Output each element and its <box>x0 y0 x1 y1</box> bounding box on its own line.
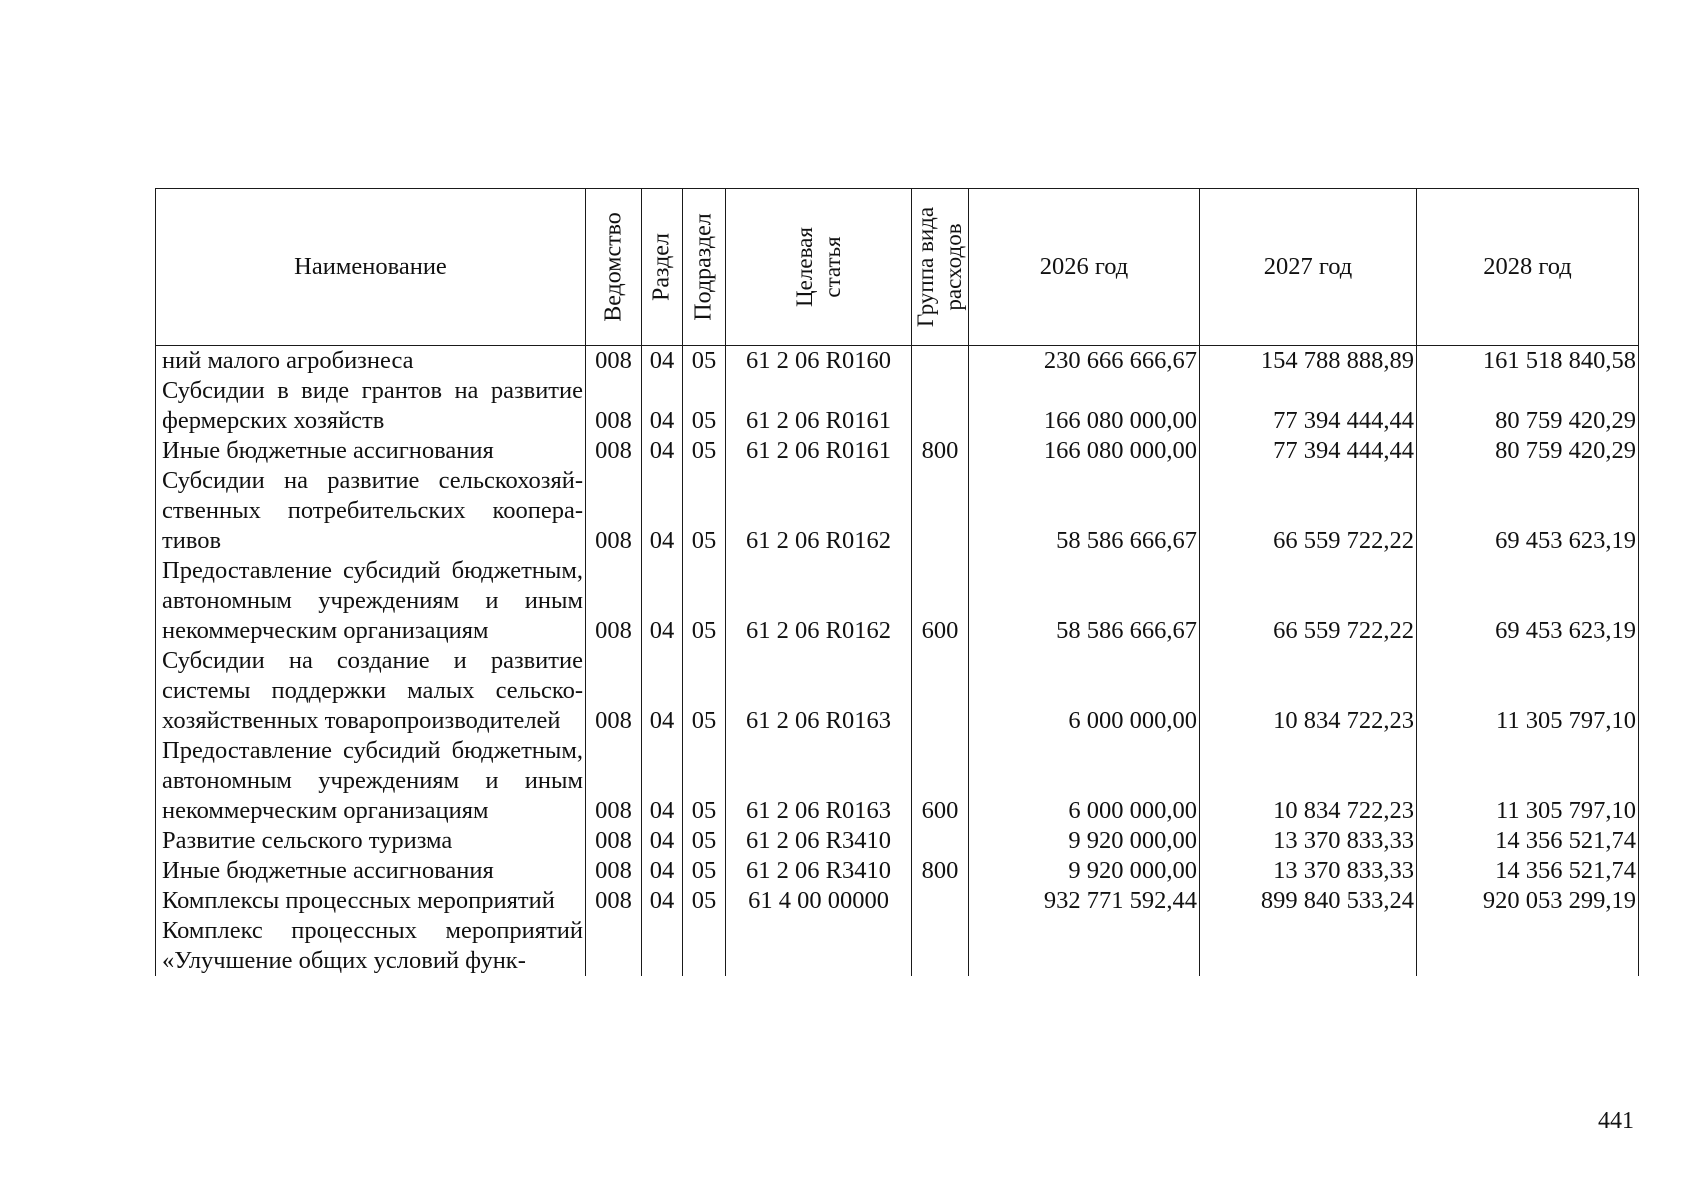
row-department <box>586 916 642 976</box>
row-department: 008 <box>586 376 642 436</box>
table-header <box>156 189 1639 346</box>
row-section: 04 <box>642 436 683 466</box>
row-subsection: 05 <box>683 826 726 856</box>
row-subsection: 05 <box>683 556 726 646</box>
row-amount-2027: 899 840 533,24 <box>1200 886 1417 916</box>
row-subsection: 05 <box>683 346 726 377</box>
table-row <box>156 376 1639 436</box>
row-expense-group: 800 <box>912 436 969 466</box>
page-number: 441 <box>1598 1108 1634 1134</box>
row-name: Предоставление субсидий бюджетным, автономным учреждениям и иным некоммерческим организациям <box>156 556 586 646</box>
row-expense-group <box>912 346 969 377</box>
row-amount-2028: 11 305 797,10 <box>1417 646 1639 736</box>
table-row <box>156 886 1639 916</box>
row-subsection: 05 <box>683 466 726 556</box>
row-amount-2026: 932 771 592,44 <box>969 886 1200 916</box>
row-amount-2027: 77 394 444,44 <box>1200 436 1417 466</box>
row-name: Субсидии на развитие сельскохозяйственных потребительских кооперативов <box>156 466 586 556</box>
row-name: Предоставление субсидий бюджетным, автономным учреждениям и иным некоммерческим организациям <box>156 736 586 826</box>
row-amount-2028: 11 305 797,10 <box>1417 736 1639 826</box>
row-department: 008 <box>586 856 642 886</box>
table-row <box>156 916 1639 976</box>
header-name: Наименование <box>156 189 586 346</box>
header-year-2027: 2027 год <box>1200 189 1417 346</box>
row-expense-group <box>912 376 969 436</box>
row-target-article: 61 2 06 R0162 <box>726 556 912 646</box>
row-amount-2027: 10 834 722,23 <box>1200 646 1417 736</box>
row-amount-2028: 14 356 521,74 <box>1417 826 1639 856</box>
header-department <box>586 189 642 346</box>
row-subsection: 05 <box>683 436 726 466</box>
table-row <box>156 556 1639 646</box>
row-section: 04 <box>642 856 683 886</box>
row-amount-2026 <box>969 916 1200 976</box>
table-row <box>156 466 1639 556</box>
row-target-article: 61 2 06 R0160 <box>726 346 912 377</box>
header-section-label: Раздел <box>648 233 675 301</box>
row-expense-group: 600 <box>912 736 969 826</box>
row-amount-2027: 66 559 722,22 <box>1200 556 1417 646</box>
header-expense-group <box>912 189 969 346</box>
row-target-article <box>726 916 912 976</box>
row-department: 008 <box>586 646 642 736</box>
row-name: Комплексы процессных мероприятий <box>156 886 586 916</box>
row-amount-2026: 230 666 666,67 <box>969 346 1200 377</box>
row-department: 008 <box>586 886 642 916</box>
row-target-article: 61 2 06 R0162 <box>726 466 912 556</box>
row-amount-2027: 77 394 444,44 <box>1200 376 1417 436</box>
row-amount-2027: 10 834 722,23 <box>1200 736 1417 826</box>
row-amount-2026: 6 000 000,00 <box>969 736 1200 826</box>
header-subsection-label: Подраздел <box>690 213 717 321</box>
row-expense-group: 600 <box>912 556 969 646</box>
row-amount-2026: 166 080 000,00 <box>969 376 1200 436</box>
budget-table <box>155 188 1639 976</box>
row-department: 008 <box>586 436 642 466</box>
row-amount-2026: 166 080 000,00 <box>969 436 1200 466</box>
table-row <box>156 346 1639 377</box>
row-amount-2028 <box>1417 916 1639 976</box>
header-department-label: Ведомство <box>600 212 626 322</box>
header-year-2026: 2026 год <box>969 189 1200 346</box>
row-amount-2026: 9 920 000,00 <box>969 856 1200 886</box>
header-target-article <box>726 189 912 346</box>
row-department: 008 <box>586 466 642 556</box>
row-amount-2028: 69 453 623,19 <box>1417 556 1639 646</box>
row-section: 04 <box>642 376 683 436</box>
row-expense-group <box>912 466 969 556</box>
row-name: Субсидии в виде грантов на развитие фермерских хозяйств <box>156 376 586 436</box>
header-expense-group-label: Группа вида расходов <box>913 206 966 328</box>
row-expense-group <box>912 646 969 736</box>
row-target-article: 61 4 00 00000 <box>726 886 912 916</box>
row-amount-2027 <box>1200 916 1417 976</box>
table-row <box>156 736 1639 826</box>
row-section: 04 <box>642 466 683 556</box>
table-row <box>156 646 1639 736</box>
row-name: Иные бюджетные ассигнования <box>156 436 586 466</box>
row-target-article: 61 2 06 R0163 <box>726 736 912 826</box>
row-target-article: 61 2 06 R3410 <box>726 856 912 886</box>
row-section: 04 <box>642 736 683 826</box>
row-target-article: 61 2 06 R0161 <box>726 436 912 466</box>
row-target-article: 61 2 06 R3410 <box>726 826 912 856</box>
row-section <box>642 916 683 976</box>
row-amount-2026: 6 000 000,00 <box>969 646 1200 736</box>
row-subsection: 05 <box>683 736 726 826</box>
row-amount-2027: 154 788 888,89 <box>1200 346 1417 377</box>
row-amount-2026: 58 586 666,67 <box>969 466 1200 556</box>
table-body <box>156 346 1639 977</box>
row-amount-2026: 9 920 000,00 <box>969 826 1200 856</box>
row-section: 04 <box>642 886 683 916</box>
row-expense-group <box>912 826 969 856</box>
table-row <box>156 826 1639 856</box>
row-expense-group <box>912 886 969 916</box>
row-name: Иные бюджетные ассигнования <box>156 856 586 886</box>
header-target-article-label: Целевая статья <box>791 227 845 307</box>
row-subsection: 05 <box>683 856 726 886</box>
row-expense-group: 800 <box>912 856 969 886</box>
row-name: Развитие сельского туризма <box>156 826 586 856</box>
row-department: 008 <box>586 556 642 646</box>
row-amount-2028: 80 759 420,29 <box>1417 376 1639 436</box>
row-amount-2028: 14 356 521,74 <box>1417 856 1639 886</box>
row-expense-group <box>912 916 969 976</box>
row-amount-2028: 161 518 840,58 <box>1417 346 1639 377</box>
row-section: 04 <box>642 346 683 377</box>
table-row <box>156 436 1639 466</box>
row-section: 04 <box>642 556 683 646</box>
row-subsection: 05 <box>683 376 726 436</box>
row-section: 04 <box>642 646 683 736</box>
row-amount-2026: 58 586 666,67 <box>969 556 1200 646</box>
row-amount-2027: 66 559 722,22 <box>1200 466 1417 556</box>
row-target-article: 61 2 06 R0163 <box>726 646 912 736</box>
header-section <box>642 189 683 346</box>
row-section: 04 <box>642 826 683 856</box>
row-department: 008 <box>586 346 642 377</box>
row-subsection: 05 <box>683 646 726 736</box>
row-subsection: 05 <box>683 886 726 916</box>
row-subsection <box>683 916 726 976</box>
row-department: 008 <box>586 826 642 856</box>
row-name: ний малого агробизнеса <box>156 346 586 377</box>
row-amount-2028: 920 053 299,19 <box>1417 886 1639 916</box>
row-name: Комплекс процессных мероприятий «Улучшение общих условий функ- <box>156 916 586 976</box>
row-amount-2027: 13 370 833,33 <box>1200 856 1417 886</box>
row-amount-2028: 69 453 623,19 <box>1417 466 1639 556</box>
row-target-article: 61 2 06 R0161 <box>726 376 912 436</box>
table-row <box>156 856 1639 886</box>
header-year-2028: 2028 год <box>1417 189 1639 346</box>
row-department: 008 <box>586 736 642 826</box>
row-amount-2027: 13 370 833,33 <box>1200 826 1417 856</box>
row-name: Субсидии на создание и развитие системы поддержки малых сельскохозяйственных товаропроизводителей <box>156 646 586 736</box>
header-subsection <box>683 189 726 346</box>
row-amount-2028: 80 759 420,29 <box>1417 436 1639 466</box>
